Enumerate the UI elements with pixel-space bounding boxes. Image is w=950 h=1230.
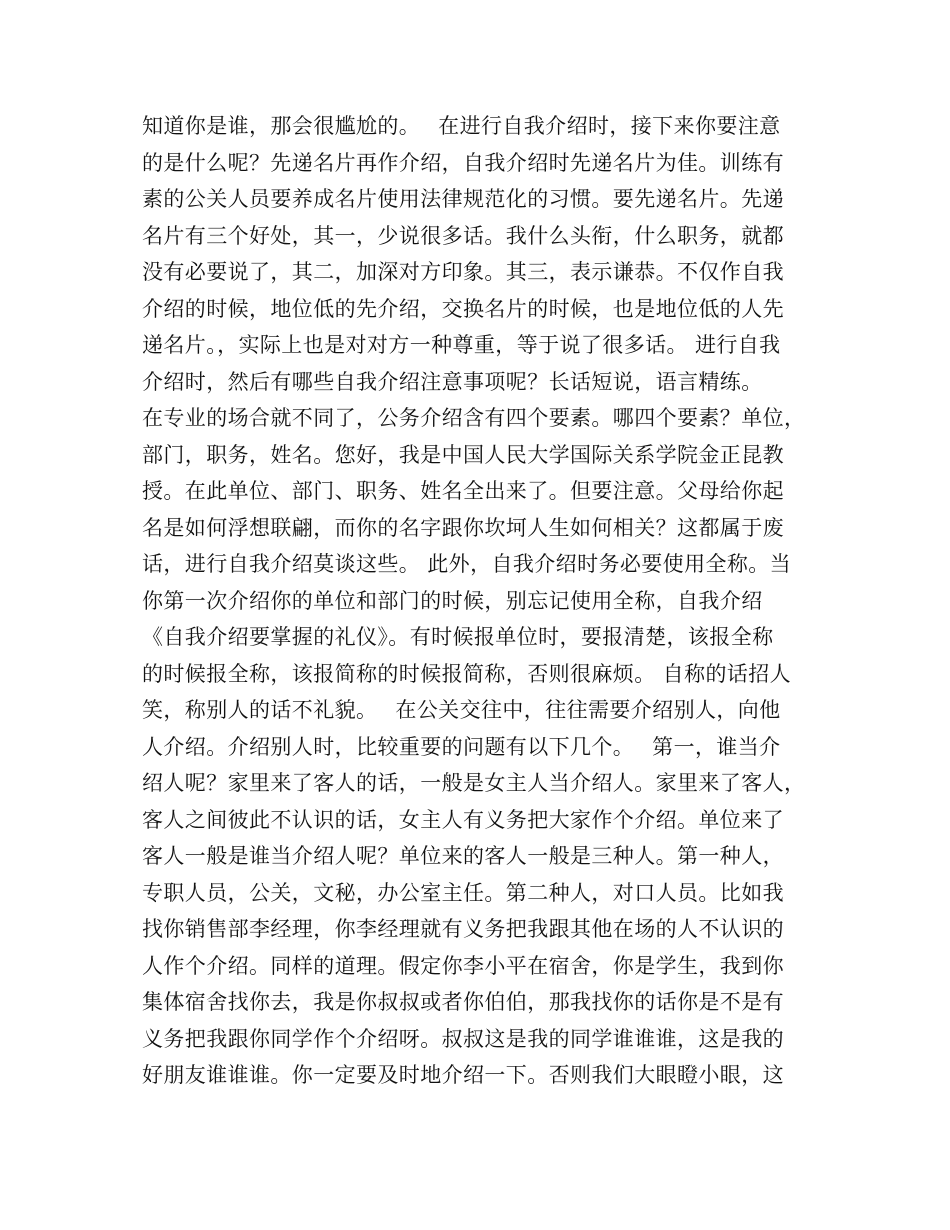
text-line: 名是如何浮想联翩，而你的名字跟你坎坷人生如何相关？这都属于废 — [142, 515, 784, 540]
text-line: 的是什么呢？先递名片再作介绍，自我介绍时先递名片为佳。训练有 — [142, 150, 784, 175]
text-line: 话，进行自我介绍莫谈这些。 此外，自我介绍时务必要使用全称。当 — [142, 552, 792, 576]
text-line: 授。在此单位、部门、职务、姓名全出来了。但要注意。父母给你起 — [142, 479, 784, 503]
text-line: 素的公关人员要养成名片使用法律规范化的习惯。要先递名片。先递 — [142, 187, 784, 211]
text-line: 部门，职务，姓名。您好，我是中国人民大学国际关系学院金正昆教 — [142, 442, 784, 467]
text-line: 客人之间彼此不认识的话，女主人有义务把大家作个介绍。单位来了 — [142, 807, 784, 832]
text-line: 客人一般是谁当介绍人呢？单位来的客人一般是三种人。第一种人， — [142, 844, 784, 868]
text-line: 集体宿舍找你去，我是你叔叔或者你伯伯，那我找你的话你是不是有 — [142, 990, 784, 1014]
text-line: 递名片。，实际上也是对对方一种尊重，等于说了很多话。 进行自我 — [142, 333, 781, 357]
text-line: 你第一次介绍你的单位和部门的时候，别忘记使用全称，自我介绍 — [142, 588, 763, 613]
text-line: 在专业的场合就不同了，公务介绍含有四个要素。哪四个要素？单位， — [142, 406, 806, 430]
text-line: 义务把我跟你同学作个介绍呀。叔叔这是我的同学谁谁谁，这是我的 — [142, 1026, 784, 1051]
text-line: 绍人呢？家里来了客人的话，一般是女主人当介绍人。家里来了客人， — [142, 771, 806, 795]
text-line: 没有必要说了，其二，加深对方印象。其三，表示谦恭。不仅作自我 — [142, 260, 784, 284]
text-line: 好朋友谁谁谁。你一定要及时地介绍一下。否则我们大眼瞪小眼，这 — [142, 1063, 784, 1087]
text-line: 人介绍。介绍别人时，比较重要的问题有以下几个。 第一，谁当介 — [142, 734, 781, 759]
text-line: 找你销售部李经理，你李经理就有义务把我跟其他在场的人不认识的 — [142, 917, 784, 941]
text-line: 的时候报全称，该报简称的时候报简称，否则很麻烦。 自称的话招人 — [142, 661, 792, 686]
text-line: 人作个介绍。同样的道理。假定你李小平在宿舍，你是学生，我到你 — [142, 953, 784, 978]
text-line: 知道你是谁，那会很尴尬的。 在进行自我介绍时，接下来你要注意 — [142, 114, 781, 138]
text-line: 介绍时，然后有哪些自我介绍注意事项呢？长话短说，语言精练。 — [142, 369, 763, 394]
text-line: 介绍的时候，地位低的先介绍，交换名片的时候，也是地位低的人先 — [142, 296, 784, 321]
text-line: 名片有三个好处，其一，少说很多话。我什么头衔，什么职务，就都 — [142, 223, 784, 248]
text-line: 专职人员，公关，文秘，办公室主任。第二种人，对口人员。比如我 — [142, 880, 784, 905]
body-text — [142, 108, 812, 1094]
text-line: 《自我介绍要掌握的礼仪》。有时候报单位时，要报清楚，该报全称 — [142, 625, 774, 649]
text-line: 笑，称别人的话不礼貌。 在公关交往中，往往需要介绍别人，向他 — [142, 698, 781, 722]
